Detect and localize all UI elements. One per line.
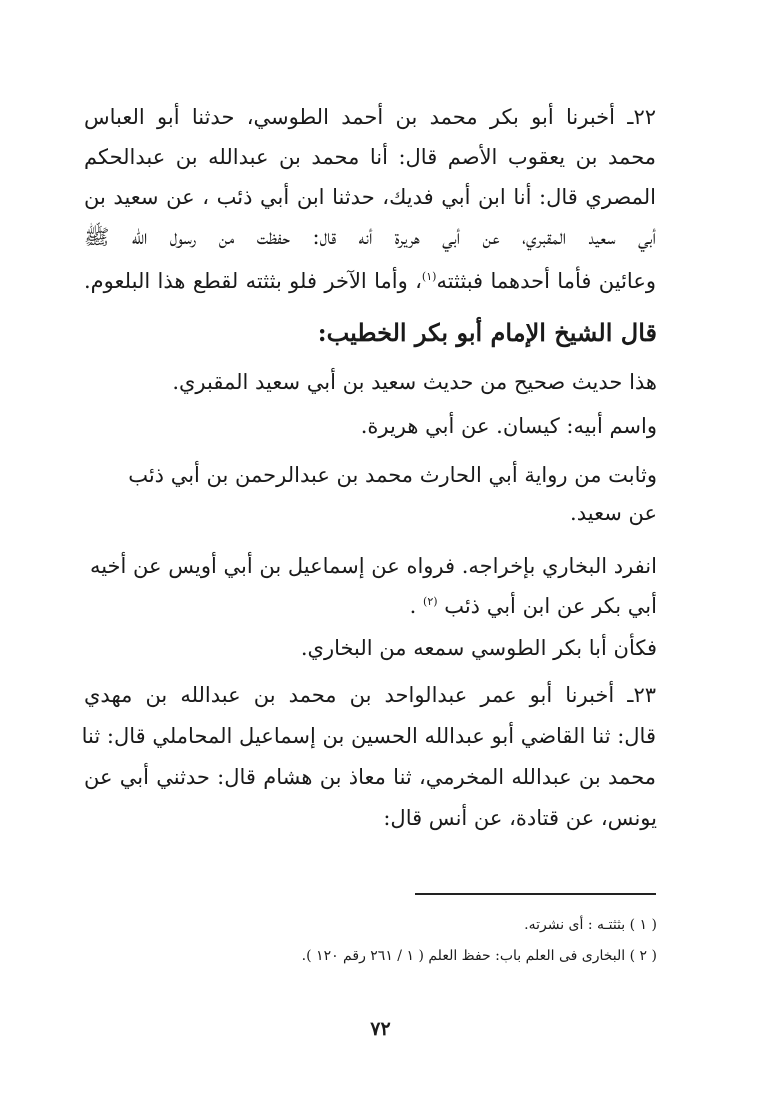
hadith-22-line-1: ٢٢ـ أخبرنا أبو بكر محمد بن أحمد الطوسي، حدثنا أبو العباس — [84, 105, 656, 129]
commentary-p3-line-2-text-a: أبي بكر عن ابن أبي ذئب — [444, 594, 657, 618]
hadith-22-line-4: أبي سعيد المقبري، عن أبي هريرة أنه قال: حفظت من رسول الله ﷺ — [84, 225, 656, 249]
hadith-22-line-2: محمد بن يعقوب الأصم قال: أنا محمد بن عبدالله بن عبدالحكم — [84, 145, 656, 169]
footnote-1: ( ١ ) بثثتـه : أى نشرته. — [524, 917, 657, 933]
commentary-p4-line-1: فكأن أبا بكر الطوسي سمعه من البخاري. — [300, 636, 657, 660]
commentary-p1-line-2: واسم أبيه: كيسان. عن أبي هريرة. — [360, 414, 657, 438]
commentary-p2-line-1: وثابت من رواية أبي الحارث محمد بن عبدالرحمن بن أبي ذئب — [128, 463, 657, 487]
commentary-p1-line-1: هذا حديث صحيح من حديث سعيد بن أبي سعيد المقبري. — [172, 370, 657, 394]
hadith-23-line-4: يونس، عن قتادة، عن أنس قال: — [383, 806, 657, 830]
commentary-p3-line-2 — [410, 584, 657, 628]
hadith-23-line-3: محمد بن عبدالله المخرمي، ثنا معاذ بن هشام قال: حدثني أبي عن — [84, 765, 656, 789]
hadith-23-line-1: ٢٣ـ أخبرنا أبو عمر عبدالواحد بن محمد بن عبدالله بن مهدي — [84, 683, 656, 707]
page-number: ٧٢ — [370, 1018, 391, 1040]
footnote-marker-1: (١) — [421, 270, 437, 283]
hadith-22-line-5-text-b: ، وأما الآخر فلو بثثته لقطع هذا البلعوم. — [84, 269, 422, 293]
footnote-marker-2: (٢) — [423, 595, 438, 608]
commentary-p3-line-1: انفرد البخاري بإخراجه. فرواه عن إسماعيل بن أبي أويس عن أخيه — [89, 554, 657, 578]
section-heading: قال الشيخ الإمام أبو بكر الخطيب: — [317, 318, 657, 347]
hadith-22-line-5-text-a: وعائين فأما أحدهما فبثثته — [436, 269, 656, 293]
hadith-22-line-5 — [84, 259, 656, 303]
footnote-divider — [415, 893, 656, 895]
hadith-22-line-3: المصري قال: أنا ابن أبي فديك، حدثنا ابن أبي ذئب ، عن سعيد بن — [84, 185, 656, 209]
commentary-p2-line-2: عن سعيد. — [570, 501, 657, 525]
hadith-23-line-2: قال: ثنا القاضي أبو عبدالله الحسين بن إسماعيل المحاملي قال: ثنا — [81, 724, 656, 748]
commentary-p3-line-2-text-b: . — [409, 594, 417, 618]
footnote-2: ( ٢ ) البخارى فى العلم باب: حفظ العلم ( ١ / ٢٦١ رقم ١٢٠ ). — [301, 948, 657, 964]
